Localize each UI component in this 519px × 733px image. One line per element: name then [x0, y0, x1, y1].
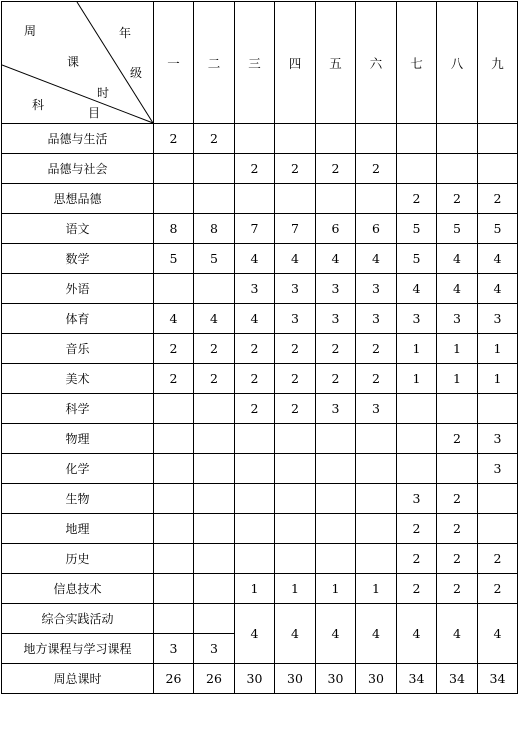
- hours-cell: [316, 424, 356, 454]
- hours-cell: 4: [356, 244, 397, 274]
- grade-header: 九: [478, 2, 518, 124]
- total-hours-cell: 26: [194, 664, 235, 694]
- hours-cell: [356, 184, 397, 214]
- hours-cell: 1: [397, 334, 437, 364]
- hours-cell: 4: [194, 304, 235, 334]
- hours-cell: 3: [478, 454, 518, 484]
- table-row: [2, 544, 518, 574]
- hours-cell: 3: [194, 634, 235, 664]
- table-row: [2, 124, 518, 154]
- hours-cell: [154, 604, 194, 634]
- hours-cell: [316, 544, 356, 574]
- table-row: [2, 184, 518, 214]
- table-row: [2, 214, 518, 244]
- hours-cell: [356, 124, 397, 154]
- hours-cell: 2: [194, 124, 235, 154]
- hours-cell: 2: [275, 154, 316, 184]
- subject-cell: 历史: [2, 544, 154, 574]
- hours-cell: [275, 544, 316, 574]
- hours-cell: 3: [478, 424, 518, 454]
- hours-cell: [316, 514, 356, 544]
- subject-cell: 品德与生活: [2, 124, 154, 154]
- table-row: [2, 454, 518, 484]
- hours-cell: 4: [154, 304, 194, 334]
- hours-cell: 3: [397, 304, 437, 334]
- table-row: [2, 514, 518, 544]
- merged-hours-cell: 4: [437, 604, 478, 664]
- hours-cell: [235, 514, 275, 544]
- hours-cell: [478, 394, 518, 424]
- subject-cell: 物理: [2, 424, 154, 454]
- hours-cell: 4: [235, 304, 275, 334]
- hours-cell: 8: [194, 214, 235, 244]
- hours-cell: 7: [275, 214, 316, 244]
- table-row: [2, 274, 518, 304]
- hours-cell: 2: [437, 544, 478, 574]
- hours-cell: 4: [437, 244, 478, 274]
- table-row: [2, 574, 518, 604]
- hours-cell: [194, 394, 235, 424]
- hours-cell: 2: [235, 334, 275, 364]
- hours-cell: 2: [397, 514, 437, 544]
- hours-cell: [275, 514, 316, 544]
- merged-hours-cell: 4: [356, 604, 397, 664]
- hours-cell: [194, 454, 235, 484]
- hours-cell: [437, 394, 478, 424]
- hours-cell: [194, 514, 235, 544]
- total-hours-cell: 34: [397, 664, 437, 694]
- hours-cell: 3: [275, 274, 316, 304]
- hours-cell: [275, 124, 316, 154]
- hours-cell: [194, 604, 235, 634]
- table-row: [2, 304, 518, 334]
- hours-cell: [154, 274, 194, 304]
- hours-cell: [194, 484, 235, 514]
- hours-cell: [478, 514, 518, 544]
- hours-cell: [356, 544, 397, 574]
- hours-cell: 1: [397, 364, 437, 394]
- total-hours-cell: 34: [437, 664, 478, 694]
- hours-cell: [437, 154, 478, 184]
- total-row: [2, 664, 518, 694]
- hours-cell: [154, 454, 194, 484]
- hours-cell: [235, 124, 275, 154]
- grade-header: 五: [316, 2, 356, 124]
- subject-cell: 化学: [2, 454, 154, 484]
- hours-cell: 3: [275, 304, 316, 334]
- subject-cell: 体育: [2, 304, 154, 334]
- total-hours-cell: 30: [275, 664, 316, 694]
- hours-cell: [194, 574, 235, 604]
- grade-header: 三: [235, 2, 275, 124]
- hours-cell: 2: [356, 364, 397, 394]
- grade-header: 一: [154, 2, 194, 124]
- subject-cell: 科学: [2, 394, 154, 424]
- hours-cell: 2: [478, 544, 518, 574]
- hours-cell: 2: [194, 364, 235, 394]
- corner-label-shi: 时: [97, 86, 110, 100]
- hours-cell: 2: [316, 154, 356, 184]
- total-hours-cell: 30: [316, 664, 356, 694]
- hours-cell: 4: [275, 244, 316, 274]
- hours-cell: [316, 484, 356, 514]
- hours-cell: 2: [154, 334, 194, 364]
- hours-cell: [437, 454, 478, 484]
- hours-cell: [235, 484, 275, 514]
- hours-cell: 4: [235, 244, 275, 274]
- total-hours-cell: 30: [356, 664, 397, 694]
- hours-cell: [356, 484, 397, 514]
- hours-cell: 3: [356, 274, 397, 304]
- diagonal-header-cell: [2, 2, 154, 124]
- hours-cell: [235, 424, 275, 454]
- hours-cell: 2: [235, 394, 275, 424]
- hours-cell: [397, 124, 437, 154]
- hours-cell: 1: [478, 364, 518, 394]
- hours-cell: 1: [235, 574, 275, 604]
- corner-label-ke: 课: [67, 55, 80, 69]
- subject-cell: 数学: [2, 244, 154, 274]
- subject-cell: 综合实践活动: [2, 604, 154, 634]
- hours-cell: 4: [478, 274, 518, 304]
- hours-cell: 1: [275, 574, 316, 604]
- table-row: [2, 484, 518, 514]
- total-hours-cell: 30: [235, 664, 275, 694]
- subject-cell: 信息技术: [2, 574, 154, 604]
- hours-cell: [235, 454, 275, 484]
- hours-cell: 4: [397, 274, 437, 304]
- subject-cell: 地理: [2, 514, 154, 544]
- hours-cell: [235, 544, 275, 574]
- hours-cell: 4: [478, 244, 518, 274]
- merged-hours-cell: 4: [235, 604, 275, 664]
- hours-cell: 1: [478, 334, 518, 364]
- grade-header: 四: [275, 2, 316, 124]
- total-hours-cell: 26: [154, 664, 194, 694]
- hours-cell: 2: [235, 154, 275, 184]
- hours-cell: [356, 424, 397, 454]
- hours-cell: [154, 424, 194, 454]
- hours-cell: [194, 274, 235, 304]
- merged-hours-cell: 4: [275, 604, 316, 664]
- subject-cell: 外语: [2, 274, 154, 304]
- corner-label-nian: 年: [119, 26, 132, 40]
- hours-cell: [478, 484, 518, 514]
- hours-cell: 3: [316, 274, 356, 304]
- hours-cell: [194, 154, 235, 184]
- hours-cell: [194, 184, 235, 214]
- table-row: [2, 424, 518, 454]
- table-row: [2, 154, 518, 184]
- merged-hours-cell: 4: [478, 604, 518, 664]
- hours-cell: 2: [316, 364, 356, 394]
- hours-cell: 2: [437, 424, 478, 454]
- merged-hours-cell: 4: [316, 604, 356, 664]
- hours-cell: 2: [437, 514, 478, 544]
- hours-cell: [154, 154, 194, 184]
- corner-label-ji: 级: [130, 66, 143, 80]
- hours-cell: 3: [316, 304, 356, 334]
- total-label-cell: 周总课时: [2, 664, 154, 694]
- hours-cell: 5: [437, 214, 478, 244]
- hours-cell: 2: [154, 124, 194, 154]
- hours-cell: [194, 544, 235, 574]
- hours-cell: 2: [437, 184, 478, 214]
- hours-cell: [154, 514, 194, 544]
- hours-cell: 2: [437, 484, 478, 514]
- hours-cell: 2: [356, 334, 397, 364]
- hours-cell: 2: [478, 574, 518, 604]
- hours-cell: [316, 124, 356, 154]
- hours-cell: [275, 184, 316, 214]
- hours-cell: 3: [437, 304, 478, 334]
- merged-hours-cell: 4: [397, 604, 437, 664]
- hours-cell: 3: [356, 304, 397, 334]
- table-row: [2, 394, 518, 424]
- hours-cell: 1: [437, 334, 478, 364]
- hours-cell: [275, 484, 316, 514]
- hours-cell: [316, 184, 356, 214]
- subject-cell: 思想品德: [2, 184, 154, 214]
- hours-cell: [437, 124, 478, 154]
- hours-cell: 5: [397, 214, 437, 244]
- hours-cell: [356, 514, 397, 544]
- hours-cell: 4: [316, 244, 356, 274]
- subject-cell: 品德与社会: [2, 154, 154, 184]
- hours-cell: [154, 544, 194, 574]
- hours-cell: 1: [316, 574, 356, 604]
- hours-cell: 3: [356, 394, 397, 424]
- subject-cell: 生物: [2, 484, 154, 514]
- hours-cell: 2: [275, 334, 316, 364]
- hours-cell: [154, 184, 194, 214]
- hours-cell: 2: [356, 154, 397, 184]
- hours-cell: [275, 454, 316, 484]
- hours-cell: 2: [275, 364, 316, 394]
- hours-cell: 4: [437, 274, 478, 304]
- hours-cell: [275, 424, 316, 454]
- hours-cell: 5: [154, 244, 194, 274]
- grade-header: 八: [437, 2, 478, 124]
- hours-cell: 2: [437, 574, 478, 604]
- corner-label-zhou: 周: [24, 24, 37, 38]
- hours-cell: [478, 124, 518, 154]
- hours-cell: 2: [397, 574, 437, 604]
- subject-cell: 语文: [2, 214, 154, 244]
- table-row: [2, 604, 518, 634]
- hours-cell: 2: [194, 334, 235, 364]
- corner-label-ke2: 科: [32, 98, 45, 112]
- hours-cell: 6: [316, 214, 356, 244]
- grade-header: 二: [194, 2, 235, 124]
- hours-cell: 5: [397, 244, 437, 274]
- hours-cell: 1: [437, 364, 478, 394]
- hours-cell: 2: [397, 184, 437, 214]
- hours-cell: [397, 454, 437, 484]
- hours-cell: [154, 574, 194, 604]
- hours-cell: 3: [397, 484, 437, 514]
- hours-cell: 5: [478, 214, 518, 244]
- hours-cell: 2: [154, 364, 194, 394]
- hours-cell: [397, 424, 437, 454]
- total-hours-cell: 34: [478, 664, 518, 694]
- hours-cell: 7: [235, 214, 275, 244]
- header-row: [2, 2, 518, 124]
- hours-cell: 5: [194, 244, 235, 274]
- hours-cell: [154, 484, 194, 514]
- hours-cell: 2: [478, 184, 518, 214]
- table-row: [2, 334, 518, 364]
- hours-cell: [356, 454, 397, 484]
- grade-header: 七: [397, 2, 437, 124]
- hours-cell: 2: [316, 334, 356, 364]
- hours-cell: 1: [356, 574, 397, 604]
- hours-cell: 2: [275, 394, 316, 424]
- hours-cell: [478, 154, 518, 184]
- hours-cell: 2: [235, 364, 275, 394]
- hours-cell: 3: [478, 304, 518, 334]
- corner-label-mu: 目: [88, 106, 101, 120]
- grade-header: 六: [356, 2, 397, 124]
- hours-cell: [235, 184, 275, 214]
- hours-cell: [397, 154, 437, 184]
- curriculum-hours-table: [1, 1, 518, 694]
- hours-cell: [316, 454, 356, 484]
- hours-cell: 6: [356, 214, 397, 244]
- subject-cell: 地方课程与学习课程: [2, 634, 154, 664]
- hours-cell: 2: [397, 544, 437, 574]
- table-row: [2, 244, 518, 274]
- hours-cell: 3: [235, 274, 275, 304]
- hours-cell: [397, 394, 437, 424]
- hours-cell: 8: [154, 214, 194, 244]
- hours-cell: 3: [154, 634, 194, 664]
- table-row: [2, 364, 518, 394]
- subject-cell: 美术: [2, 364, 154, 394]
- hours-cell: [194, 424, 235, 454]
- hours-cell: 3: [316, 394, 356, 424]
- subject-cell: 音乐: [2, 334, 154, 364]
- hours-cell: [154, 394, 194, 424]
